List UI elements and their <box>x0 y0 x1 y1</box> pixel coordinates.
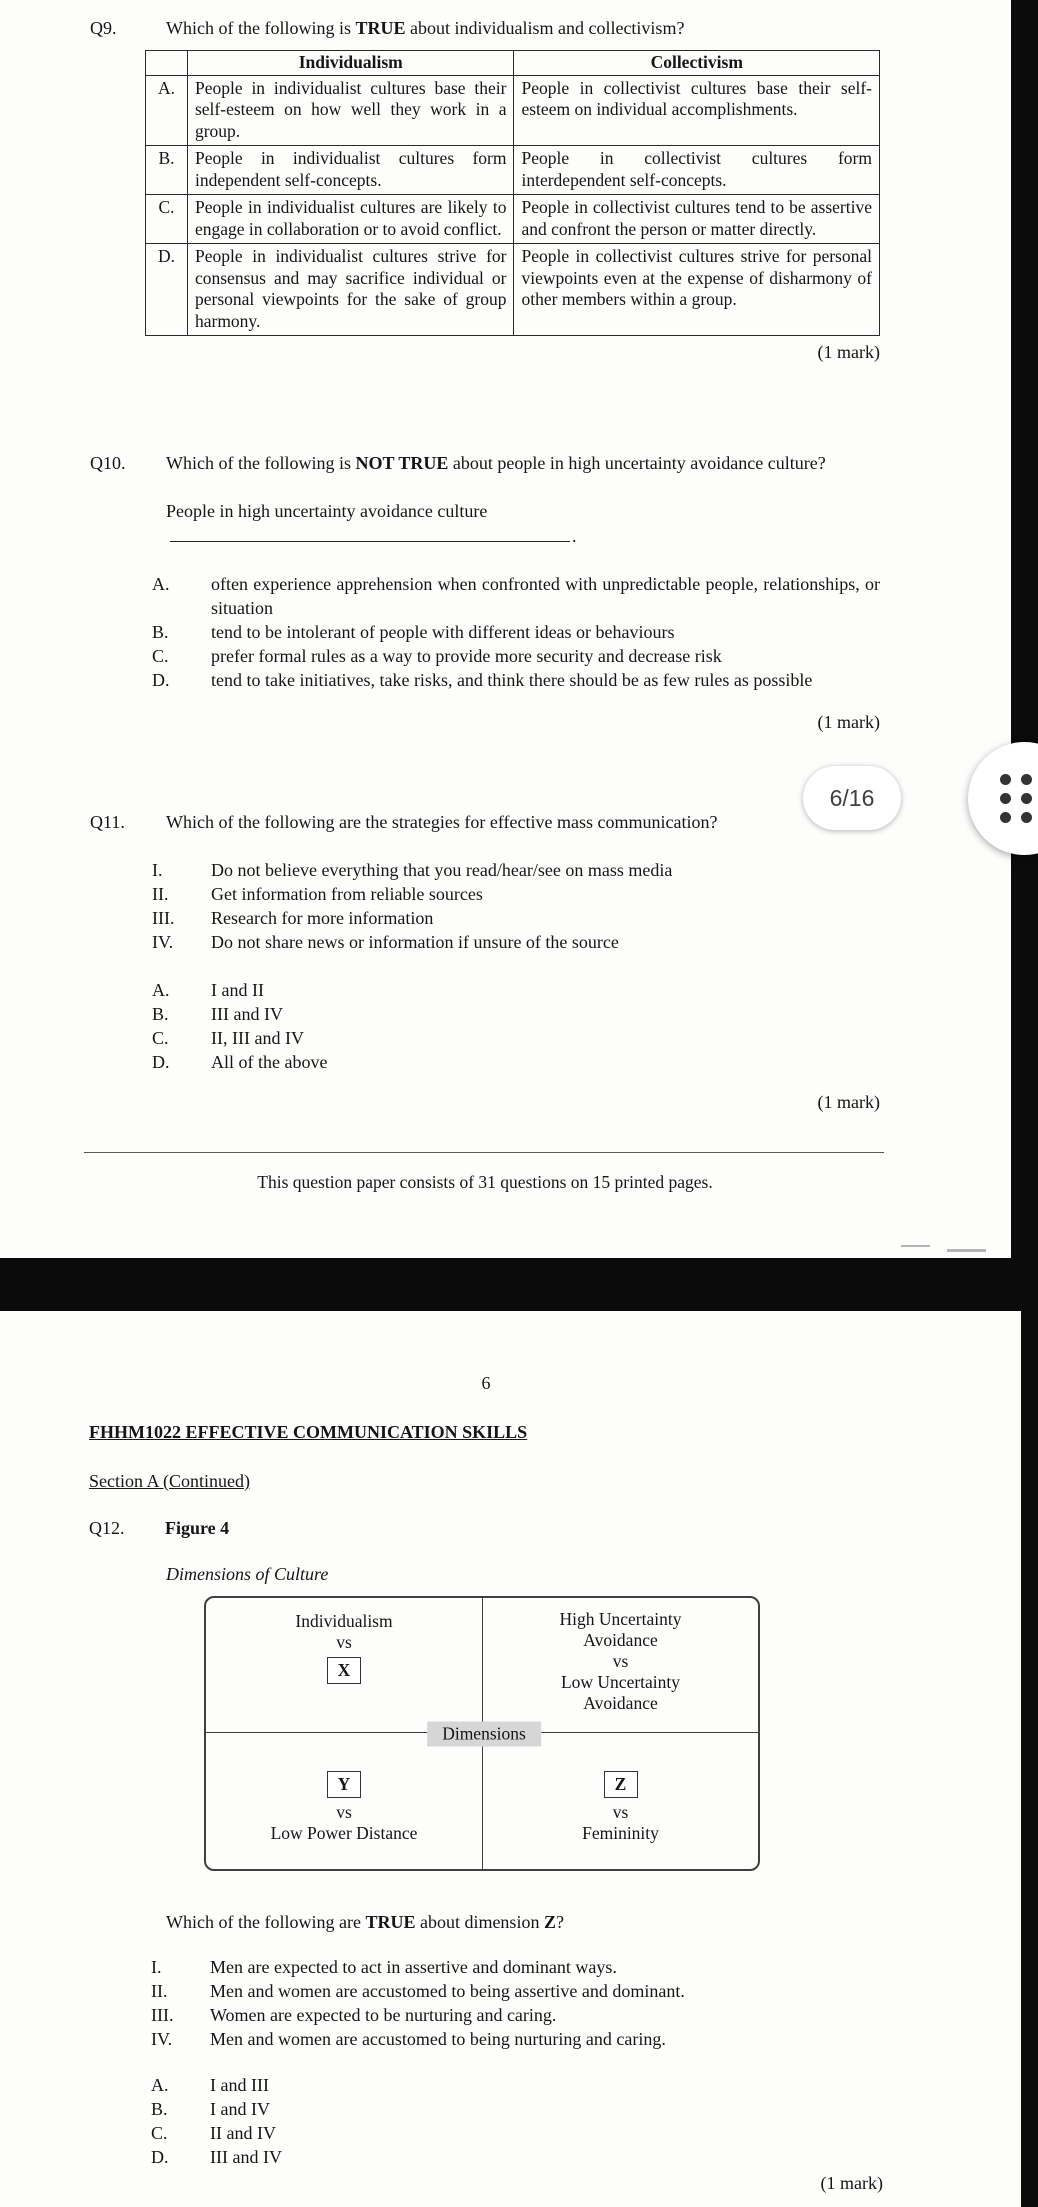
table-header-empty <box>146 51 188 76</box>
option-letter: A. <box>152 574 170 594</box>
option-letter: C. <box>152 1028 169 1048</box>
option-letter: A. <box>151 2075 169 2095</box>
roman-text: Women are expected to be nurturing and caring. <box>210 2005 557 2025</box>
page-edge-artifact <box>947 1249 986 1252</box>
question-q11 <box>90 810 880 834</box>
q10-options <box>90 572 880 692</box>
q10-stem <box>166 499 880 548</box>
roman-numeral: III. <box>151 2005 174 2025</box>
option-text: I and IV <box>210 2099 270 2119</box>
q10-option-b <box>152 620 880 644</box>
option-letter: C. <box>151 2123 168 2143</box>
q11-option-d <box>152 1050 880 1074</box>
q12-option-c <box>151 2121 883 2145</box>
cell-collectivism: People in collectivist cultures strive for personal viewpoints even at the expense of disharmony of other members within a group. <box>514 244 880 336</box>
vs-label: vs <box>336 1632 352 1652</box>
diagram-center-label: Dimensions <box>427 1722 541 1747</box>
q9-text-bold: TRUE <box>355 18 406 38</box>
option-text: I and II <box>211 980 264 1000</box>
q10-option-a <box>152 572 880 620</box>
roman-text: Do not believe everything that you read/hear/see on mass media <box>211 860 673 880</box>
q11-options <box>90 978 880 1074</box>
q11-question-text: Which of the following are the strategies for effective mass communication? <box>166 812 718 832</box>
q12-option-a <box>151 2073 883 2097</box>
table-row <box>146 244 880 336</box>
q12-roman-list <box>89 1955 883 2051</box>
quadrant-masculinity-femininity <box>483 1733 758 1869</box>
cell-individualism: People in individualist cultures form independent self-concepts. <box>187 146 514 195</box>
roman-text: Men and women are accustomed to being assertive and dominant. <box>210 1981 685 2001</box>
option-letter: D. <box>151 2147 169 2167</box>
table-header-collectivism: Collectivism <box>514 51 880 76</box>
q10-stem-period: . <box>572 526 577 546</box>
roman-text: Men and women are accustomed to being nurturing and caring. <box>210 2029 666 2049</box>
dimension-box-x: X <box>327 1657 361 1684</box>
roman-text: Get information from reliable sources <box>211 884 483 904</box>
table-row <box>146 195 880 244</box>
dimension-box-z: Z <box>604 1771 638 1798</box>
q9-comparison-table <box>145 50 880 336</box>
page-indicator-chip <box>803 766 901 830</box>
figure-caption: Dimensions of Culture <box>166 1564 329 1584</box>
quadrant-text: Femininity <box>582 1823 659 1843</box>
q12-roman-ii <box>151 1979 883 2003</box>
q10-stem-text: People in high uncertainty avoidance culture <box>166 501 488 521</box>
q10-text-post: about people in high uncertainty avoidance culture? <box>448 453 826 473</box>
vs-label: vs <box>612 1802 629 1822</box>
table-header-individualism: Individualism <box>187 51 514 76</box>
q11-roman-i <box>152 858 880 882</box>
option-text: often experience apprehension when confronted with unpredictable people, relationships, or situation <box>211 574 880 618</box>
option-letter: B. <box>152 1004 169 1024</box>
grid-dots-icon <box>1000 774 1032 823</box>
roman-numeral: IV. <box>152 932 174 952</box>
quadrant-text: High Uncertainty <box>559 1609 682 1629</box>
q10-text-bold: NOT TRUE <box>355 453 449 473</box>
option-text: II, III and IV <box>211 1028 304 1048</box>
roman-numeral: III. <box>152 908 175 928</box>
q11-option-a <box>152 978 880 1002</box>
option-letter: C. <box>152 646 169 666</box>
row-letter: A. <box>146 75 188 146</box>
roman-numeral: II. <box>152 884 169 904</box>
page-number: 6 <box>481 1373 491 1393</box>
dimensions-of-culture-diagram <box>204 1596 760 1871</box>
quadrant-text: Avoidance <box>583 1630 658 1650</box>
option-letter: B. <box>151 2099 168 2119</box>
quadrant-text: Avoidance <box>583 1693 658 1713</box>
quadrant-text: Low Power Distance <box>270 1823 418 1843</box>
q12-text-post: ? <box>555 1912 564 1932</box>
question-q10 <box>90 451 880 475</box>
q12-roman-i <box>151 1955 883 1979</box>
option-text: III and IV <box>210 2147 282 2167</box>
q11-mark: (1 mark) <box>817 1092 880 1112</box>
footer-divider <box>84 1152 884 1153</box>
q10-option-d <box>152 668 880 692</box>
q12-options <box>89 2073 883 2169</box>
page-footer-note: This question paper consists of 31 questions on 15 printed pages. <box>257 1172 713 1192</box>
option-text: prefer formal rules as a way to provide more security and decrease risk <box>211 646 722 666</box>
row-letter: B. <box>146 146 188 195</box>
quadrant-individualism <box>206 1598 483 1733</box>
option-text: tend to take initiatives, take risks, and think there should be as few rules as possible <box>211 670 813 690</box>
vs-label: vs <box>336 1802 352 1822</box>
option-letter: D. <box>152 1052 170 1072</box>
option-letter: B. <box>152 622 169 642</box>
q12-text-mid: about dimension <box>415 1912 544 1932</box>
q12-roman-iv <box>151 2027 883 2051</box>
roman-numeral: I. <box>151 1957 162 1977</box>
section-title: Section A (Continued) <box>89 1471 250 1491</box>
table-row <box>146 146 880 195</box>
page-edge-artifact <box>901 1245 930 1247</box>
q12-question-text <box>166 1910 883 1934</box>
q9-label: Q9. <box>90 18 117 38</box>
vs-label: vs <box>612 1651 629 1671</box>
q11-roman-list <box>90 858 880 954</box>
option-text: II and IV <box>210 2123 276 2143</box>
cell-collectivism: People in collectivist cultures tend to be assertive and confront the person or matter directly. <box>514 195 880 244</box>
q11-option-c <box>152 1026 880 1050</box>
answer-blank <box>170 523 570 542</box>
q12-roman-iii <box>151 2003 883 2027</box>
table-header-row <box>146 51 880 76</box>
roman-text: Research for more information <box>211 908 434 928</box>
quadrant-uncertainty-avoidance <box>483 1598 758 1733</box>
q11-roman-iv <box>152 930 880 954</box>
q10-option-c <box>152 644 880 668</box>
course-title: FHHM1022 EFFECTIVE COMMUNICATION SKILLS <box>89 1422 528 1442</box>
option-text: I and III <box>210 2075 269 2095</box>
document-page-6 <box>0 1311 1021 2207</box>
option-text: tend to be intolerant of people with different ideas or behaviours <box>211 622 675 642</box>
q9-mark: (1 mark) <box>817 342 880 362</box>
q11-roman-ii <box>152 882 880 906</box>
q10-text-pre: Which of the following is <box>166 453 356 473</box>
q12-label: Q12. <box>89 1518 125 1538</box>
roman-numeral: IV. <box>151 2029 173 2049</box>
q12-text-bold1: TRUE <box>365 1912 416 1932</box>
option-letter: A. <box>152 980 170 1000</box>
question-q12 <box>89 1516 883 1540</box>
row-letter: D. <box>146 244 188 336</box>
roman-numeral: II. <box>151 1981 168 2001</box>
cell-individualism: People in individualist cultures base their self-esteem on how well they work in a group. <box>187 75 514 146</box>
q11-option-b <box>152 1002 880 1026</box>
roman-numeral: I. <box>152 860 163 880</box>
option-letter: D. <box>152 670 170 690</box>
cell-collectivism: People in collectivist cultures form interdependent self-concepts. <box>514 146 880 195</box>
option-text: III and IV <box>211 1004 283 1024</box>
question-q9 <box>90 16 880 40</box>
q9-text-post: about individualism and collectivism? <box>405 18 685 38</box>
quadrant-text: Individualism <box>295 1611 393 1631</box>
q12-option-d <box>151 2145 883 2169</box>
table-row <box>146 75 880 146</box>
q11-roman-iii <box>152 906 880 930</box>
page-indicator-text: 6/16 <box>829 785 875 811</box>
cell-individualism: People in individualist cultures strive for consensus and may sacrifice individual or personal viewpoints for the sake of group harmony. <box>187 244 514 336</box>
q11-label: Q11. <box>90 812 125 832</box>
q10-question-text <box>166 451 856 475</box>
quadrant-power-distance <box>206 1733 483 1869</box>
q12-mark: (1 mark) <box>820 2173 883 2193</box>
q10-mark: (1 mark) <box>817 712 880 732</box>
q12-text-pre: Which of the following are <box>166 1912 366 1932</box>
row-letter: C. <box>146 195 188 244</box>
roman-text: Do not share news or information if unsure of the source <box>211 932 619 952</box>
q12-text-bold2: Z <box>543 1912 556 1932</box>
q9-question-text <box>166 16 880 40</box>
cell-individualism: People in individualist cultures are likely to engage in collaboration or to avoid conflict. <box>187 195 514 244</box>
q9-text-pre: Which of the following is <box>166 18 356 38</box>
roman-text: Men are expected to act in assertive and dominant ways. <box>210 1957 617 1977</box>
option-text: All of the above <box>211 1052 328 1072</box>
q10-label: Q10. <box>90 453 126 473</box>
cell-collectivism: People in collectivist cultures base their self-esteem on individual accomplishments. <box>514 75 880 146</box>
quadrant-text: Low Uncertainty <box>560 1672 681 1692</box>
q12-figure-label: Figure 4 <box>165 1518 230 1538</box>
dimension-box-y: Y <box>327 1771 361 1798</box>
q12-option-b <box>151 2097 883 2121</box>
